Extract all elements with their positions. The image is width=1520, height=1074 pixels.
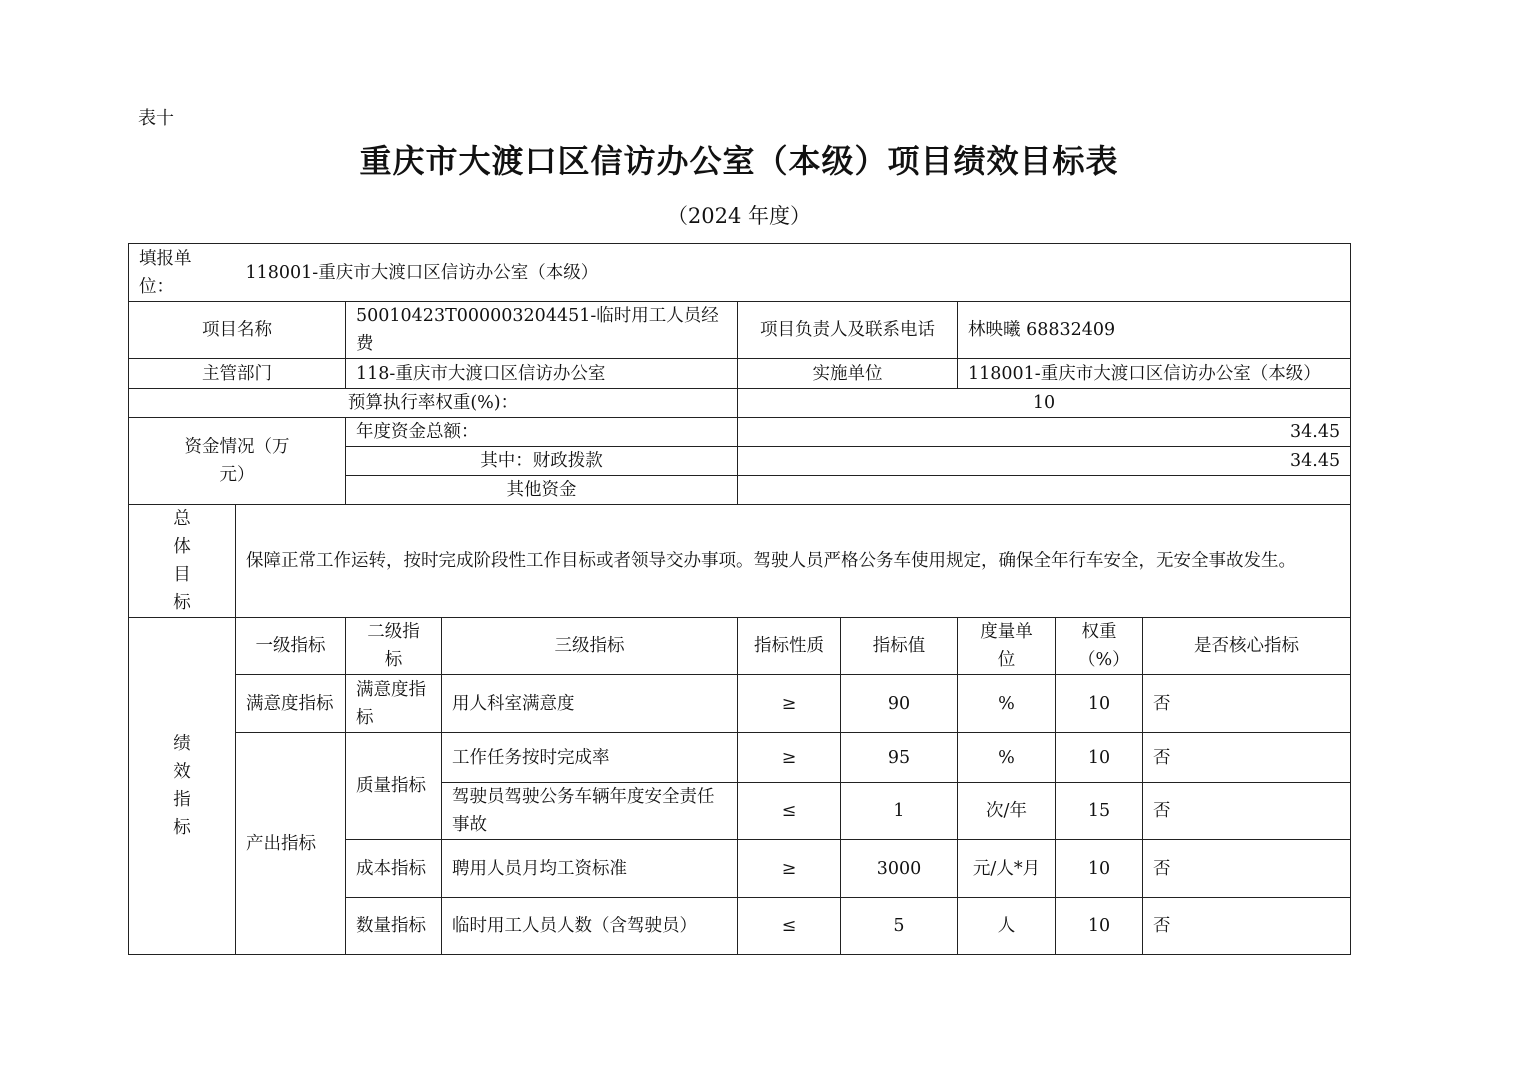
core-cell: 否 bbox=[1143, 898, 1351, 955]
core-cell: 否 bbox=[1143, 733, 1351, 783]
core-cell: 否 bbox=[1143, 840, 1351, 898]
level3-cell: 临时用工人员人数（含驾驶员） bbox=[442, 898, 738, 955]
budget-weight-label: 预算执行率权重(%)： bbox=[129, 389, 738, 418]
funds-total-value: 34.45 bbox=[738, 418, 1351, 447]
level3-cell: 用人科室满意度 bbox=[442, 675, 738, 733]
impl-label: 实施单位 bbox=[738, 359, 958, 389]
unit-cell: % bbox=[958, 675, 1056, 733]
unit-cell: 次/年 bbox=[958, 783, 1056, 840]
weight-cell: 10 bbox=[1056, 733, 1143, 783]
contact-label: 项目负责人及联系电话 bbox=[738, 302, 958, 359]
header-level3: 三级指标 bbox=[442, 618, 738, 675]
weight-cell: 10 bbox=[1056, 675, 1143, 733]
funds-other-value bbox=[738, 476, 1351, 505]
nature-cell: ≥ bbox=[738, 675, 841, 733]
level2-cell: 数量指标 bbox=[346, 898, 442, 955]
level1-cell: 产出指标 bbox=[236, 733, 346, 955]
header-level1: 一级指标 bbox=[236, 618, 346, 675]
funds-label: 资金情况（万元） bbox=[129, 418, 346, 505]
dept-value: 118-重庆市大渡口区信访办公室 bbox=[346, 359, 738, 389]
weight-cell: 10 bbox=[1056, 898, 1143, 955]
nature-cell: ≥ bbox=[738, 840, 841, 898]
contact-value: 林映曦 68832409 bbox=[958, 302, 1351, 359]
level2-cell: 质量指标 bbox=[346, 733, 442, 840]
funds-other-label: 其他资金 bbox=[346, 476, 738, 505]
level2-cell: 成本指标 bbox=[346, 840, 442, 898]
value-cell: 90 bbox=[841, 675, 958, 733]
core-cell: 否 bbox=[1143, 783, 1351, 840]
dept-label: 主管部门 bbox=[129, 359, 346, 389]
goal-text: 保障正常工作运转，按时完成阶段性工作目标或者领导交办事项。驾驶人员严格公务车使用规定，确保全年行车安全，无安全事故发生。 bbox=[236, 505, 1351, 618]
header-level2: 二级指标 bbox=[346, 618, 442, 675]
header-value: 指标值 bbox=[841, 618, 958, 675]
unit-cell: 元/人*月 bbox=[958, 840, 1056, 898]
budget-weight-value: 10 bbox=[738, 389, 1351, 418]
header-weight: 权重（%） bbox=[1056, 618, 1143, 675]
doc-label: 表十 bbox=[138, 108, 174, 129]
impl-value: 118001-重庆市大渡口区信访办公室（本级） bbox=[958, 359, 1351, 389]
level3-cell: 工作任务按时完成率 bbox=[442, 733, 738, 783]
value-cell: 1 bbox=[841, 783, 958, 840]
level2-cell: 满意度指标 bbox=[346, 675, 442, 733]
value-cell: 5 bbox=[841, 898, 958, 955]
unit-value: 118001-重庆市大渡口区信访办公室（本级） bbox=[236, 244, 1351, 302]
goal-label: 总体目标 bbox=[129, 505, 236, 618]
funds-total-label: 年度资金总额： bbox=[346, 418, 738, 447]
funds-fiscal-value: 34.45 bbox=[738, 447, 1351, 476]
level1-cell: 满意度指标 bbox=[236, 675, 346, 733]
unit-cell: 人 bbox=[958, 898, 1056, 955]
unit-label: 填报单位： bbox=[129, 244, 236, 302]
nature-cell: ≤ bbox=[738, 783, 841, 840]
header-unit: 度量单位 bbox=[958, 618, 1056, 675]
header-nature: 指标性质 bbox=[738, 618, 841, 675]
performance-table bbox=[128, 243, 1351, 955]
year-subtitle: （2024 年度） bbox=[666, 204, 812, 228]
value-cell: 95 bbox=[841, 733, 958, 783]
value-cell: 3000 bbox=[841, 840, 958, 898]
funds-fiscal-label: 其中：财政拨款 bbox=[346, 447, 738, 476]
level3-cell: 驾驶员驾驶公务车辆年度安全责任事故 bbox=[442, 783, 738, 840]
nature-cell: ≥ bbox=[738, 733, 841, 783]
core-cell: 否 bbox=[1143, 675, 1351, 733]
weight-cell: 15 bbox=[1056, 783, 1143, 840]
level3-cell: 聘用人员月均工资标准 bbox=[442, 840, 738, 898]
header-core: 是否核心指标 bbox=[1143, 618, 1351, 675]
nature-cell: ≤ bbox=[738, 898, 841, 955]
weight-cell: 10 bbox=[1056, 840, 1143, 898]
page-title: 重庆市大渡口区信访办公室（本级）项目绩效目标表 bbox=[359, 142, 1119, 180]
project-name-label: 项目名称 bbox=[129, 302, 346, 359]
unit-cell: % bbox=[958, 733, 1056, 783]
perf-label: 绩效指标 bbox=[129, 618, 236, 955]
project-name-value: 50010423T000003204451-临时用工人员经费 bbox=[346, 302, 738, 359]
